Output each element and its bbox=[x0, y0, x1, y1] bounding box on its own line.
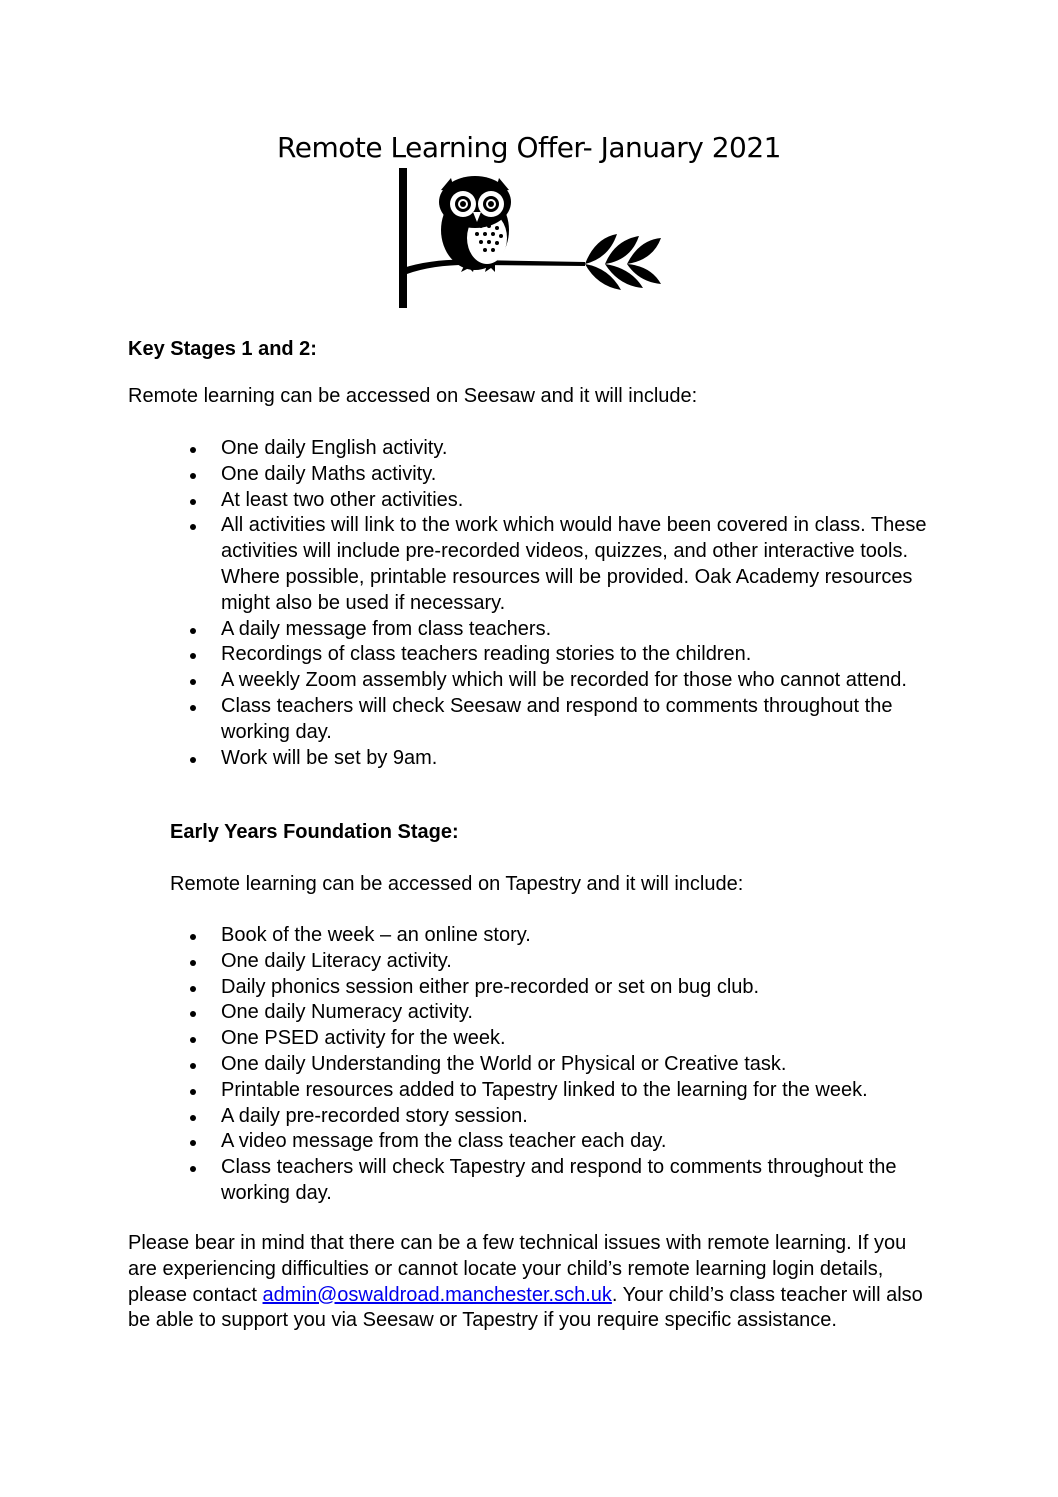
bullet-icon bbox=[190, 1115, 196, 1121]
bullet-icon bbox=[190, 1166, 196, 1172]
list-item: A daily pre-recorded story session. bbox=[128, 1104, 961, 1130]
key-stages-heading: Key Stages 1 and 2: bbox=[128, 338, 317, 360]
list-item: Daily phonics session either pre-recorded or set on bug club. bbox=[128, 975, 961, 1001]
list-item: All activities will link to the work which would have been covered in class. These activities will include pre-recorded videos, quizzes, and other interactive tools. Where possible, printable resources will be provided. Oak Academy resources might also be used if necessary. bbox=[128, 513, 961, 616]
bullet-icon bbox=[190, 524, 196, 530]
key-stages-intro: Remote learning can be accessed on Seesaw and it will include: bbox=[128, 385, 698, 407]
footer-paragraph: Please bear in mind that there can be a few technical issues with remote learning. If you are experiencing difficulties or cannot locate your child’s remote learning login details, please contact admin@oswaldroad.manchester.sch.uk. Your child’s class teacher will also be able to support you via Seesaw or Tapestry if you require specific assistance. bbox=[128, 1232, 923, 1332]
bullet-icon bbox=[190, 1011, 196, 1017]
bullet-icon bbox=[190, 1089, 196, 1095]
owl-on-branch-icon bbox=[395, 168, 665, 310]
list-item: A daily message from class teachers. bbox=[128, 617, 961, 643]
list-item: One daily English activity. bbox=[128, 436, 961, 462]
list-item: One daily Maths activity. bbox=[128, 462, 961, 488]
bullet-icon bbox=[190, 1037, 196, 1043]
list-item: At least two other activities. bbox=[128, 488, 961, 514]
bullet-icon bbox=[190, 628, 196, 634]
bullet-icon bbox=[190, 447, 196, 453]
bullet-icon bbox=[190, 705, 196, 711]
eyfs-list bbox=[128, 923, 961, 1207]
list-item: A video message from the class teacher each day. bbox=[128, 1129, 961, 1155]
eyfs-heading: Early Years Foundation Stage: bbox=[170, 821, 459, 843]
bullet-icon bbox=[190, 653, 196, 659]
list-item: Book of the week – an online story. bbox=[128, 923, 961, 949]
bullet-icon bbox=[190, 499, 196, 505]
bullet-icon bbox=[190, 1140, 196, 1146]
eyfs-intro: Remote learning can be accessed on Tapestry and it will include: bbox=[170, 873, 744, 895]
list-item: Printable resources added to Tapestry linked to the learning for the week. bbox=[128, 1078, 961, 1104]
bullet-icon bbox=[190, 757, 196, 763]
list-item: Work will be set by 9am. bbox=[128, 746, 961, 772]
bullet-icon bbox=[190, 1063, 196, 1069]
list-item: One PSED activity for the week. bbox=[128, 1026, 961, 1052]
list-item: Class teachers will check Seesaw and respond to comments throughout the working day. bbox=[128, 694, 961, 746]
list-item: Recordings of class teachers reading stories to the children. bbox=[128, 642, 961, 668]
bullet-icon bbox=[190, 473, 196, 479]
page-title: Remote Learning Offer- January 2021 bbox=[277, 131, 781, 164]
key-stages-list bbox=[128, 436, 961, 771]
list-item: One daily Literacy activity. bbox=[128, 949, 961, 975]
bullet-icon bbox=[190, 934, 196, 940]
list-item: One daily Understanding the World or Physical or Creative task. bbox=[128, 1052, 961, 1078]
contact-email-link[interactable]: admin@oswaldroad.manchester.sch.uk bbox=[262, 1283, 612, 1306]
list-item: A weekly Zoom assembly which will be recorded for those who cannot attend. bbox=[128, 668, 961, 694]
list-item: One daily Numeracy activity. bbox=[128, 1000, 961, 1026]
bullet-icon bbox=[190, 986, 196, 992]
bullet-icon bbox=[190, 960, 196, 966]
list-item: Class teachers will check Tapestry and respond to comments throughout the working day. bbox=[128, 1155, 961, 1207]
bullet-icon bbox=[190, 679, 196, 685]
